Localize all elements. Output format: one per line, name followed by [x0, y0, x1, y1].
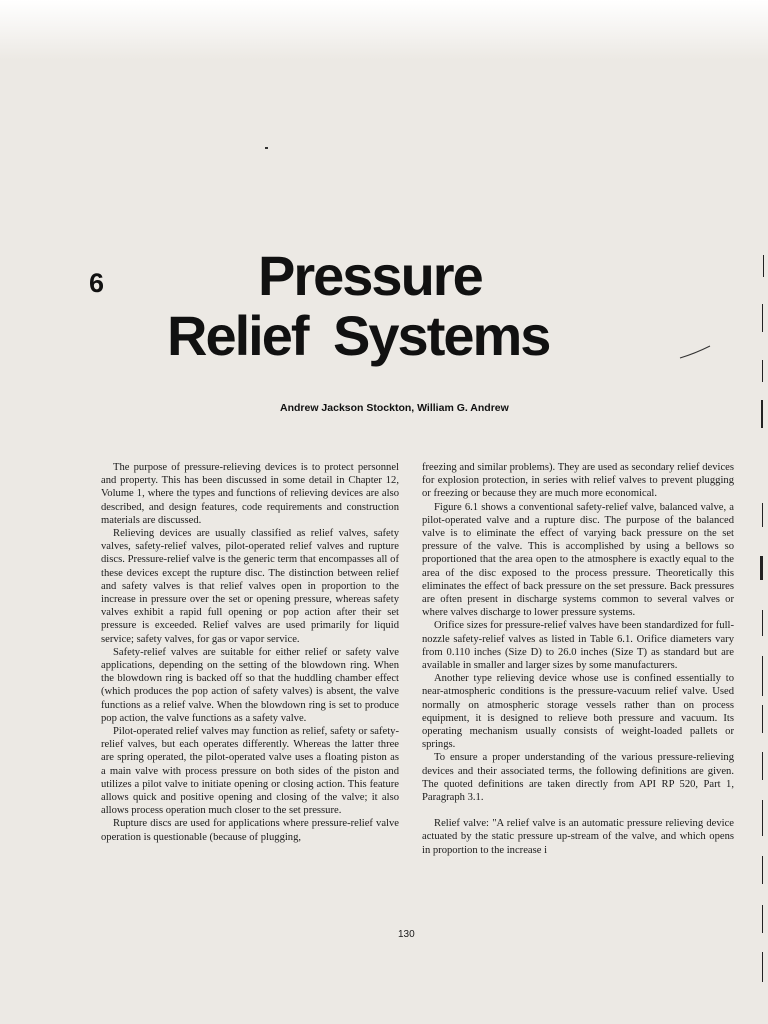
chapter-title-line2: Relief Systems	[167, 304, 550, 367]
scan-edge-mark	[762, 752, 763, 780]
scan-edge-mark	[762, 656, 763, 696]
paragraph: Orifice sizes for pressure-relief valves have been standardized for full-nozzle safety-relief valves as listed in Table 6.1. Orifice diameters vary from 0.110 inches (Size D) to 26.0 inches (Size T) as standard but are available in smaller and larger sizes by some manufacturers.	[422, 620, 734, 672]
paragraph: Relieving devices are usually classified as relief valves, safety valves, safety-relief valves, pilot-operated relief valves and rupture discs. Pressure-relief valve is the generic term that encompasses all of these devices except the rupture disc. The distinction between relief and safety valves is that relief valves open in proportion to the increase in pressure over the set or opening pressure, whereas safety valves exhibit a rapid full opening or pop action after their set pressure is exceeded. Relief valves are used primarily for liquid service; safety valves, for gas or vapor service.	[101, 528, 399, 645]
scan-edge-mark	[762, 800, 763, 836]
paragraph: Rupture discs are used for applications where pressure-relief valve operation is questionable (because of plugging,	[101, 818, 399, 843]
paragraph: Another type relieving device whose use is confined essentially to near-atmospheric conditions is the pressure-vacuum relief valve. Used normally on atmospheric storage vessels rather than on process equipment, it is designed to relieve both pressure and vacuum. Its operating mechanism usually consists of weight-loaded pallets or springs.	[422, 673, 734, 751]
stray-mark	[265, 147, 268, 149]
paragraph: Figure 6.1 shows a conventional safety-relief valve, balanced valve, a pilot-operated valve and a rupture disc. The purpose of the balanced valve is to eliminate the effect of varying back pressure on the set pressure of the valve. This is accomplished by using a bellows so proportioned that the area open to the atmosphere is exactly equal to the area of the disc exposed to the process pressure. Theoretically this eliminates the effect of back pressure on the set pressure. Back pressures are often present in discharge systems common to several valves or where valves discharge to lower pressure systems.	[422, 501, 734, 619]
scan-edge-mark	[762, 856, 763, 884]
paragraph: Relief valve: "A relief valve is an automatic pressure relieving device actuated by the static pressure up-stream of the valve, and which opens in proportion to the increase i	[422, 818, 734, 856]
scan-edge-mark	[762, 952, 763, 982]
chapter-number: 6	[89, 268, 105, 298]
paragraph: The purpose of pressure-relieving devices is to protect personnel and property. This has been discussed in some detail in Chapter 12, Volume 1, where the types and functions of relieving devices are also described, and design features, code requirements and construction materials are discussed.	[101, 462, 399, 526]
scan-edge-mark	[762, 905, 763, 933]
chapter-authors: Andrew Jackson Stockton, William G. Andrew	[280, 402, 509, 414]
scan-edge-mark	[762, 360, 763, 382]
chapter-title-line1: Pressure	[258, 244, 482, 307]
paragraph: Safety-relief valves are suitable for either relief or safety valve applications, depending on the setting of the blowdown ring. When the blowdown ring is backed off so that the huddling chamber effect (which produces the pop action of safety valves) is absent, the valve functions as a relief valve. When the blowdown ring is set to produce pop action, the valve functions as a safety valve.	[101, 646, 399, 724]
scan-edge-mark	[760, 556, 763, 580]
pen-mark	[678, 345, 712, 361]
right-column	[422, 461, 734, 857]
paragraph: Pilot-operated relief valves may function as relief, safety or safety-relief valves, but each operates differently. Whereas the latter three are spring operated, the pilot-operated valve uses a floating piston as a main valve with process pressure on both sides of the piston and utilizes a pilot valve to initiate opening or closing action. This feature allows quick and positive opening and closing of the valve; it also allows process operation much closer to the set pressure.	[101, 726, 399, 817]
scan-edge-mark	[762, 503, 763, 527]
scan-edge-mark	[762, 304, 763, 332]
paragraph: freezing and similar problems). They are used as secondary relief devices for explosion protection, in series with relief valves to prevent plugging or freezing or because they are much more economical.	[422, 462, 734, 500]
page-number: 130	[398, 929, 415, 940]
scan-edge-mark	[762, 705, 763, 733]
page-top-shading	[0, 0, 768, 60]
scan-edge-mark	[763, 255, 764, 277]
scan-edge-mark	[762, 610, 763, 636]
left-column	[101, 461, 399, 844]
paragraph: To ensure a proper understanding of the various pressure-relieving devices and their associated terms, the following definitions are given. The quoted definitions are taken directly from API RP 520, Part 1, Paragraph 3.1.	[422, 752, 734, 804]
scan-edge-mark	[761, 400, 763, 428]
